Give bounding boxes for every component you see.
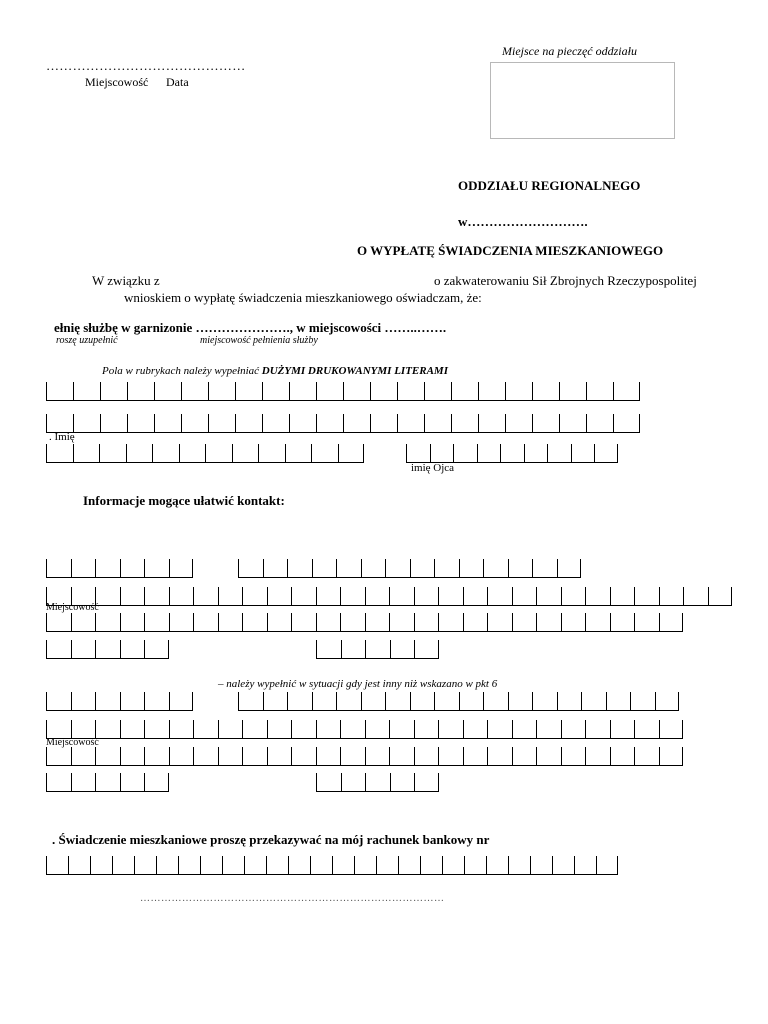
char-box[interactable] [244, 856, 266, 875]
char-box[interactable] [242, 613, 267, 632]
fields-note-emphasis: DUŻYMI DRUKOWANYMI LITERAMI [261, 365, 448, 377]
char-box[interactable] [169, 559, 194, 578]
char-box[interactable] [424, 382, 451, 401]
char-box[interactable] [659, 587, 684, 606]
char-box[interactable] [95, 640, 120, 659]
char-box[interactable] [193, 747, 218, 766]
char-box[interactable] [585, 587, 610, 606]
char-box[interactable] [144, 773, 169, 792]
char-box[interactable] [571, 444, 595, 463]
char-box[interactable] [659, 613, 684, 632]
char-box[interactable] [71, 692, 96, 711]
alt-street-boxes[interactable] [46, 720, 683, 739]
char-box[interactable] [127, 382, 154, 401]
char-box[interactable] [508, 856, 530, 875]
char-box[interactable] [267, 747, 292, 766]
char-box[interactable] [218, 720, 243, 739]
char-box[interactable] [95, 613, 120, 632]
char-box[interactable] [370, 414, 397, 433]
char-box[interactable] [291, 747, 316, 766]
char-box[interactable] [487, 613, 512, 632]
char-box[interactable] [341, 640, 366, 659]
char-box[interactable] [289, 382, 316, 401]
char-box[interactable] [156, 856, 178, 875]
char-box[interactable] [73, 444, 100, 463]
fields-note-prefix: Pola w rubrykach należy wypełniać [102, 365, 262, 377]
char-box[interactable] [385, 559, 410, 578]
char-box[interactable] [68, 856, 90, 875]
char-box[interactable] [463, 720, 488, 739]
char-box[interactable] [332, 856, 354, 875]
char-box[interactable] [390, 640, 415, 659]
char-box[interactable] [478, 382, 505, 401]
char-box[interactable] [311, 444, 338, 463]
char-box[interactable] [547, 444, 571, 463]
char-box[interactable] [420, 856, 442, 875]
char-box[interactable] [316, 613, 341, 632]
char-box[interactable] [477, 444, 501, 463]
char-box[interactable] [340, 587, 365, 606]
char-box[interactable] [71, 559, 96, 578]
char-box[interactable] [594, 444, 618, 463]
char-box[interactable] [46, 613, 71, 632]
char-box[interactable] [451, 382, 478, 401]
char-box[interactable] [397, 414, 424, 433]
char-box[interactable] [218, 747, 243, 766]
char-box[interactable] [71, 773, 96, 792]
char-box[interactable] [536, 720, 561, 739]
char-box[interactable] [414, 587, 439, 606]
char-box[interactable] [179, 444, 206, 463]
char-box[interactable] [144, 640, 169, 659]
char-box[interactable] [586, 414, 613, 433]
char-box[interactable] [442, 856, 464, 875]
char-box[interactable] [524, 444, 548, 463]
signature-dots[interactable]: …………………………………………………………………………… [140, 893, 445, 904]
char-box[interactable] [289, 414, 316, 433]
char-box[interactable] [414, 613, 439, 632]
char-box[interactable] [340, 747, 365, 766]
intro-part2: o zakwaterowaniu Sił Zbrojnych Rzeczypospolitej [434, 273, 697, 288]
char-box[interactable] [144, 747, 169, 766]
char-box[interactable] [208, 382, 235, 401]
char-box[interactable] [414, 773, 439, 792]
char-box[interactable] [532, 382, 559, 401]
char-box[interactable] [512, 587, 537, 606]
char-box[interactable] [193, 587, 218, 606]
char-box[interactable] [536, 587, 561, 606]
char-box[interactable] [659, 720, 684, 739]
stamp-caption: Miejsce na pieczęć oddziału [502, 44, 637, 58]
char-box[interactable] [634, 587, 659, 606]
char-box[interactable] [95, 559, 120, 578]
char-box[interactable] [144, 613, 169, 632]
char-box[interactable] [596, 856, 618, 875]
char-box[interactable] [463, 747, 488, 766]
char-box[interactable] [532, 414, 559, 433]
surname-boxes-2[interactable] [46, 414, 640, 433]
char-box[interactable] [557, 692, 582, 711]
char-box[interactable] [120, 559, 145, 578]
char-box[interactable] [389, 720, 414, 739]
char-box[interactable] [263, 559, 288, 578]
char-box[interactable] [312, 692, 337, 711]
char-box[interactable] [152, 444, 179, 463]
char-box[interactable] [536, 747, 561, 766]
postal-boxes-1b[interactable] [316, 640, 439, 659]
char-box[interactable] [120, 640, 145, 659]
branch-location-line[interactable]: w………………………. [458, 214, 588, 229]
char-box[interactable] [385, 692, 410, 711]
char-box[interactable] [438, 747, 463, 766]
char-box[interactable] [606, 692, 631, 711]
intro-line2: wnioskiem o wypłatę świadczenia mieszkaniowego oświadczam, że: [124, 290, 482, 305]
char-box[interactable] [610, 613, 635, 632]
char-box[interactable] [120, 587, 145, 606]
bank-account-statement: . Świadczenie mieszkaniowe proszę przekazywać na mój rachunek bankowy nr [52, 832, 490, 847]
char-box[interactable] [655, 692, 680, 711]
char-box[interactable] [505, 414, 532, 433]
char-box[interactable] [512, 720, 537, 739]
char-box[interactable] [365, 773, 390, 792]
char-box[interactable] [154, 414, 181, 433]
char-box[interactable] [354, 856, 376, 875]
char-box[interactable] [95, 747, 120, 766]
char-box[interactable] [561, 720, 586, 739]
char-box[interactable] [46, 773, 71, 792]
postal-boxes-2b[interactable] [316, 773, 439, 792]
char-box[interactable] [398, 856, 420, 875]
char-box[interactable] [120, 720, 145, 739]
char-box[interactable] [585, 720, 610, 739]
char-box[interactable] [316, 414, 343, 433]
char-box[interactable] [464, 856, 486, 875]
char-box[interactable] [338, 444, 365, 463]
surname-boxes[interactable] [46, 382, 640, 401]
char-box[interactable] [262, 414, 289, 433]
char-box[interactable] [483, 692, 508, 711]
place-date-dots[interactable]: ……………………………………… [46, 58, 246, 73]
regional-branch-heading: ODDZIAŁU REGIONALNEGO [458, 178, 641, 193]
char-box[interactable] [557, 559, 582, 578]
document-title: O WYPŁATĘ ŚWIADCZENIA MIESZKANIOWEGO [357, 243, 664, 258]
char-box[interactable] [134, 856, 156, 875]
char-box[interactable] [144, 587, 169, 606]
char-box[interactable] [181, 382, 208, 401]
char-box[interactable] [451, 414, 478, 433]
postal-boxes-1a[interactable] [46, 640, 169, 659]
char-box[interactable] [365, 747, 390, 766]
char-box[interactable] [586, 382, 613, 401]
char-box[interactable] [487, 747, 512, 766]
locality-label-1: Miejscowość [46, 602, 99, 613]
char-box[interactable] [235, 414, 262, 433]
char-box[interactable] [630, 692, 655, 711]
char-box[interactable] [414, 640, 439, 659]
char-box[interactable] [376, 856, 398, 875]
char-box[interactable] [361, 559, 386, 578]
char-box[interactable] [112, 856, 134, 875]
char-box[interactable] [73, 414, 100, 433]
char-box[interactable] [267, 720, 292, 739]
char-box[interactable] [154, 382, 181, 401]
char-box[interactable] [95, 692, 120, 711]
postal-boxes-2a[interactable] [46, 773, 169, 792]
char-box[interactable] [530, 856, 552, 875]
char-box[interactable] [46, 856, 68, 875]
char-box[interactable] [267, 587, 292, 606]
stamp-box [490, 62, 675, 139]
char-box[interactable] [258, 444, 285, 463]
char-box[interactable] [581, 692, 606, 711]
char-box[interactable] [438, 720, 463, 739]
char-box[interactable] [532, 559, 557, 578]
char-box[interactable] [438, 613, 463, 632]
char-box[interactable] [500, 444, 524, 463]
alt-address-note: – należy wypełnić w sytuacji gdy jest inny niż wskazano w pkt 6 [218, 678, 498, 690]
char-box[interactable] [559, 414, 586, 433]
char-box[interactable] [120, 613, 145, 632]
char-box[interactable] [414, 747, 439, 766]
char-box[interactable] [561, 747, 586, 766]
char-box[interactable] [127, 414, 154, 433]
char-box[interactable] [73, 382, 100, 401]
char-box[interactable] [512, 747, 537, 766]
char-box[interactable] [200, 856, 222, 875]
char-box[interactable] [438, 587, 463, 606]
street-boxes[interactable] [46, 587, 732, 606]
char-box[interactable] [585, 613, 610, 632]
char-box[interactable] [193, 613, 218, 632]
char-box[interactable] [287, 692, 312, 711]
char-box[interactable] [316, 773, 341, 792]
char-box[interactable] [100, 382, 127, 401]
char-box[interactable] [340, 613, 365, 632]
char-box[interactable] [242, 747, 267, 766]
char-box[interactable] [365, 640, 390, 659]
char-box[interactable] [365, 613, 390, 632]
char-box[interactable] [610, 720, 635, 739]
char-box[interactable] [316, 382, 343, 401]
char-box[interactable] [559, 382, 586, 401]
char-box[interactable] [90, 856, 112, 875]
char-box[interactable] [552, 856, 574, 875]
contact-heading: Informacje mogące ułatwić kontakt: [83, 493, 285, 508]
char-box[interactable] [71, 747, 96, 766]
char-box[interactable] [508, 692, 533, 711]
char-box[interactable] [536, 613, 561, 632]
char-box[interactable] [222, 856, 244, 875]
char-box[interactable] [99, 444, 126, 463]
char-box[interactable] [486, 856, 508, 875]
char-box[interactable] [610, 587, 635, 606]
alt-boxes-a[interactable] [46, 692, 193, 711]
char-box[interactable] [453, 444, 477, 463]
char-box[interactable] [46, 559, 71, 578]
char-box[interactable] [120, 692, 145, 711]
char-box[interactable] [434, 692, 459, 711]
char-box[interactable] [238, 692, 263, 711]
char-box[interactable] [126, 444, 153, 463]
first-name-boxes[interactable] [46, 444, 364, 463]
char-box[interactable] [144, 692, 169, 711]
char-box[interactable] [46, 692, 71, 711]
father-name-boxes[interactable] [406, 444, 618, 463]
char-box[interactable] [100, 414, 127, 433]
char-box[interactable] [235, 382, 262, 401]
char-box[interactable] [263, 692, 288, 711]
char-box[interactable] [316, 720, 341, 739]
char-box[interactable] [585, 747, 610, 766]
contact-boxes-b[interactable] [238, 559, 581, 578]
contact-boxes-a[interactable] [46, 559, 193, 578]
char-box[interactable] [389, 587, 414, 606]
char-box[interactable] [361, 692, 386, 711]
char-box[interactable] [120, 747, 145, 766]
char-box[interactable] [459, 559, 484, 578]
char-box[interactable] [634, 613, 659, 632]
char-box[interactable] [406, 444, 430, 463]
char-box[interactable] [410, 692, 435, 711]
fields-note [102, 365, 448, 377]
locality-boxes-1[interactable] [46, 613, 683, 632]
char-box[interactable] [424, 414, 451, 433]
char-box[interactable] [232, 444, 259, 463]
char-box[interactable] [169, 720, 194, 739]
char-box[interactable] [487, 587, 512, 606]
char-box[interactable] [397, 382, 424, 401]
place-label: Miejscowość [85, 75, 149, 89]
char-box[interactable] [683, 587, 708, 606]
char-box[interactable] [561, 613, 586, 632]
char-box[interactable] [46, 382, 73, 401]
char-box[interactable] [218, 613, 243, 632]
char-box[interactable] [169, 692, 194, 711]
char-box[interactable] [613, 382, 640, 401]
char-box[interactable] [370, 382, 397, 401]
char-box[interactable] [613, 414, 640, 433]
char-box[interactable] [266, 856, 288, 875]
char-box[interactable] [291, 613, 316, 632]
char-box[interactable] [512, 613, 537, 632]
intro-part1: W związku z [92, 273, 160, 288]
char-box[interactable] [430, 444, 454, 463]
char-box[interactable] [71, 613, 96, 632]
char-box[interactable] [46, 747, 71, 766]
char-box[interactable] [532, 692, 557, 711]
char-box[interactable] [95, 773, 120, 792]
char-box[interactable] [365, 720, 390, 739]
garrison-hint: roszę uzupełnić [56, 335, 118, 346]
char-box[interactable] [505, 382, 532, 401]
char-box[interactable] [434, 559, 459, 578]
char-box[interactable] [414, 720, 439, 739]
char-box[interactable] [310, 856, 332, 875]
father-name-label: imię Ojca [411, 462, 455, 474]
char-box[interactable] [389, 613, 414, 632]
char-box[interactable] [291, 720, 316, 739]
char-box[interactable] [267, 613, 292, 632]
char-box[interactable] [390, 773, 415, 792]
char-box[interactable] [340, 720, 365, 739]
locality-hint: miejscowość pełnienia służby [200, 335, 318, 346]
char-box[interactable] [208, 414, 235, 433]
char-box[interactable] [120, 773, 145, 792]
char-box[interactable] [410, 559, 435, 578]
char-box[interactable] [205, 444, 232, 463]
char-box[interactable] [487, 720, 512, 739]
char-box[interactable] [389, 747, 414, 766]
char-box[interactable] [343, 414, 370, 433]
garrison-statement[interactable]: ełnię służbę w garnizonie …………………., w miejscowości ……..……. [54, 320, 447, 335]
first-name-label: . Imię [49, 431, 75, 443]
char-box[interactable] [463, 587, 488, 606]
char-box[interactable] [478, 414, 505, 433]
bank-account-boxes[interactable] [46, 856, 618, 875]
char-box[interactable] [291, 587, 316, 606]
char-box[interactable] [659, 747, 684, 766]
char-box[interactable] [169, 587, 194, 606]
char-box[interactable] [287, 559, 312, 578]
char-box[interactable] [288, 856, 310, 875]
char-box[interactable] [144, 720, 169, 739]
date-label: Data [166, 75, 189, 89]
char-box[interactable] [285, 444, 312, 463]
char-box[interactable] [312, 559, 337, 578]
char-box[interactable] [46, 444, 73, 463]
char-box[interactable] [336, 559, 361, 578]
char-box[interactable] [178, 856, 200, 875]
char-box[interactable] [336, 692, 361, 711]
char-box[interactable] [343, 382, 370, 401]
char-box[interactable] [144, 559, 169, 578]
char-box[interactable] [463, 613, 488, 632]
char-box[interactable] [634, 747, 659, 766]
char-box[interactable] [218, 587, 243, 606]
char-box[interactable] [561, 587, 586, 606]
char-box[interactable] [634, 720, 659, 739]
char-box[interactable] [483, 559, 508, 578]
locality-boxes-2[interactable] [46, 747, 683, 766]
char-box[interactable] [242, 720, 267, 739]
char-box[interactable] [242, 587, 267, 606]
char-box[interactable] [71, 640, 96, 659]
char-box[interactable] [46, 640, 71, 659]
alt-boxes-b[interactable] [238, 692, 679, 711]
char-box[interactable] [316, 747, 341, 766]
char-box[interactable] [316, 640, 341, 659]
char-box[interactable] [262, 382, 289, 401]
char-box[interactable] [365, 587, 390, 606]
char-box[interactable] [316, 587, 341, 606]
char-box[interactable] [169, 747, 194, 766]
char-box[interactable] [238, 559, 263, 578]
char-box[interactable] [508, 559, 533, 578]
char-box[interactable] [169, 613, 194, 632]
char-box[interactable] [193, 720, 218, 739]
char-box[interactable] [459, 692, 484, 711]
char-box[interactable] [574, 856, 596, 875]
char-box[interactable] [181, 414, 208, 433]
locality-label-2: Miejscowość [46, 737, 99, 748]
char-box[interactable] [610, 747, 635, 766]
char-box[interactable] [341, 773, 366, 792]
char-box[interactable] [708, 587, 733, 606]
